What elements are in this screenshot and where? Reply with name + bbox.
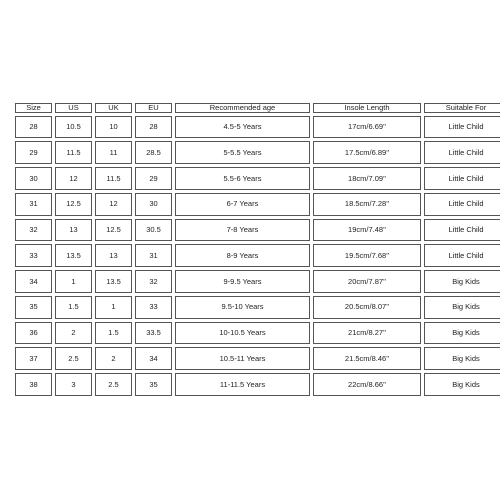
uk-cell: 12.5 [95,219,132,242]
eu-cell: 28 [135,116,172,139]
age-cell: 5.5-6 Years [175,167,310,190]
age-cell: 10-10.5 Years [175,322,310,345]
us-cell: 1.5 [55,296,92,319]
age-cell: 5-5.5 Years [175,141,310,164]
insole-cell: 20cm/7.87'' [313,270,421,293]
insole-cell: 19cm/7.48'' [313,219,421,242]
suitable-for-cell: Little Child [424,167,500,190]
suitable-for-cell: Big Kids [424,296,500,319]
insole-cell: 19.5cm/7.68'' [313,244,421,267]
size-cell: 32 [15,219,52,242]
suitable-for-cell: Little Child [424,193,500,216]
table-row [15,193,500,216]
eu-cell: 35 [135,373,172,396]
size-cell: 34 [15,270,52,293]
uk-cell: 12 [95,193,132,216]
size-cell: 30 [15,167,52,190]
us-cell: 13 [55,219,92,242]
insole-cell: 17cm/6.69'' [313,116,421,139]
insole-cell: 21cm/8.27'' [313,322,421,345]
eu-cell: 32 [135,270,172,293]
table-row [15,219,500,242]
uk-cell: 11 [95,141,132,164]
table-row [15,244,500,267]
size-cell: 37 [15,347,52,370]
eu-cell: 28.5 [135,141,172,164]
size-cell: 38 [15,373,52,396]
suitable-for-cell: Big Kids [424,270,500,293]
header-us: US [55,103,92,113]
size-cell: 28 [15,116,52,139]
us-cell: 12 [55,167,92,190]
age-cell: 6-7 Years [175,193,310,216]
insole-cell: 18cm/7.09'' [313,167,421,190]
uk-cell: 1.5 [95,322,132,345]
age-cell: 8-9 Years [175,244,310,267]
suitable-for-cell: Little Child [424,219,500,242]
uk-cell: 2.5 [95,373,132,396]
eu-cell: 30.5 [135,219,172,242]
us-cell: 2 [55,322,92,345]
age-cell: 11-11.5 Years [175,373,310,396]
eu-cell: 33 [135,296,172,319]
insole-cell: 18.5cm/7.28'' [313,193,421,216]
header-insole-length: Insole Length [313,103,421,113]
table-row [15,296,500,319]
table-row [15,167,500,190]
uk-cell: 1 [95,296,132,319]
uk-cell: 2 [95,347,132,370]
uk-cell: 10 [95,116,132,139]
header-recommended-age: Recommended age [175,103,310,113]
us-cell: 3 [55,373,92,396]
size-cell: 36 [15,322,52,345]
eu-cell: 33.5 [135,322,172,345]
table-header [15,103,500,113]
insole-cell: 21.5cm/8.46'' [313,347,421,370]
header-suitable-for: Suitable For [424,103,500,113]
table-row [15,373,500,396]
size-chart-table [12,100,500,399]
size-cell: 35 [15,296,52,319]
uk-cell: 13.5 [95,270,132,293]
us-cell: 13.5 [55,244,92,267]
size-cell: 31 [15,193,52,216]
table-row [15,141,500,164]
suitable-for-cell: Little Child [424,141,500,164]
eu-cell: 34 [135,347,172,370]
header-uk: UK [95,103,132,113]
table-body [15,116,500,397]
size-cell: 33 [15,244,52,267]
suitable-for-cell: Big Kids [424,373,500,396]
us-cell: 10.5 [55,116,92,139]
eu-cell: 31 [135,244,172,267]
age-cell: 4.5-5 Years [175,116,310,139]
table-row [15,270,500,293]
us-cell: 2.5 [55,347,92,370]
age-cell: 10.5-11 Years [175,347,310,370]
header-eu: EU [135,103,172,113]
table-row [15,347,500,370]
suitable-for-cell: Little Child [424,244,500,267]
insole-cell: 22cm/8.66'' [313,373,421,396]
us-cell: 11.5 [55,141,92,164]
header-row [15,103,500,113]
header-size: Size [15,103,52,113]
age-cell: 9.5-10 Years [175,296,310,319]
eu-cell: 30 [135,193,172,216]
age-cell: 7-8 Years [175,219,310,242]
suitable-for-cell: Big Kids [424,347,500,370]
insole-cell: 17.5cm/6.89'' [313,141,421,164]
us-cell: 12.5 [55,193,92,216]
insole-cell: 20.5cm/8.07'' [313,296,421,319]
us-cell: 1 [55,270,92,293]
table-row [15,322,500,345]
uk-cell: 11.5 [95,167,132,190]
eu-cell: 29 [135,167,172,190]
age-cell: 9-9.5 Years [175,270,310,293]
suitable-for-cell: Big Kids [424,322,500,345]
uk-cell: 13 [95,244,132,267]
size-cell: 29 [15,141,52,164]
suitable-for-cell: Little Child [424,116,500,139]
table-row [15,116,500,139]
